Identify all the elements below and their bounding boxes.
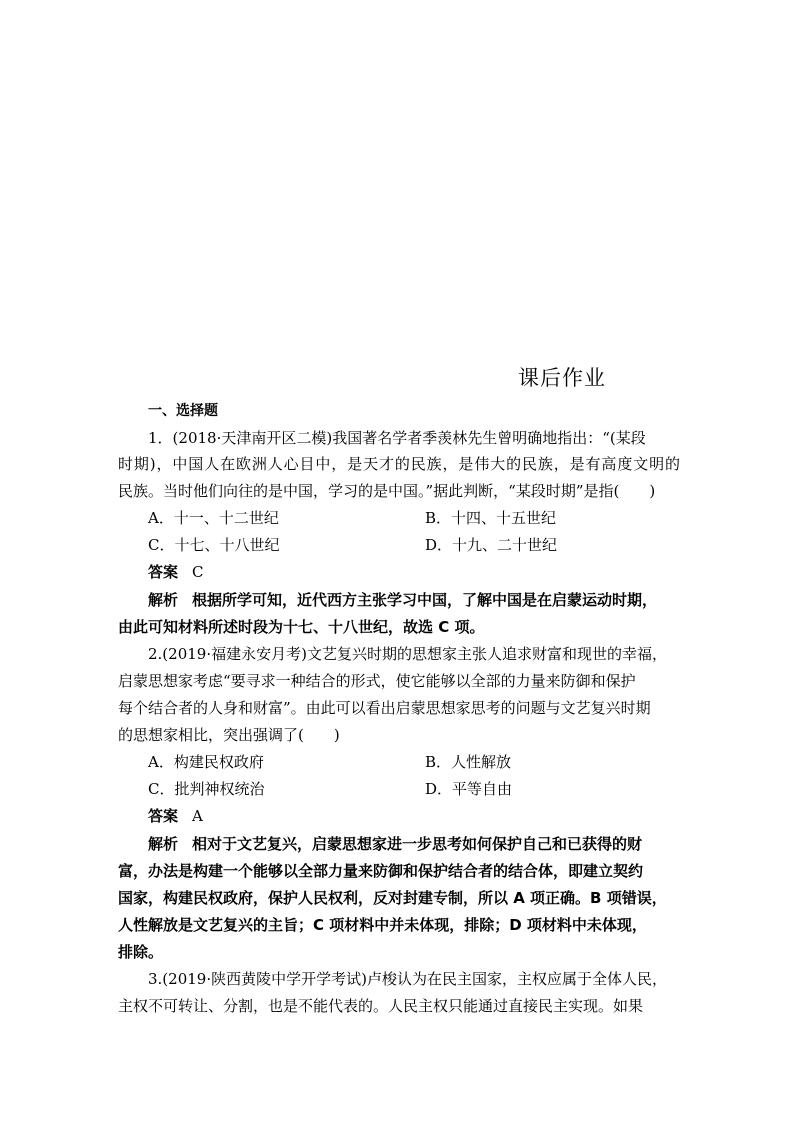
question-1-option-d: D．十九、二十世纪 (425, 536, 558, 554)
question-2-answer (148, 806, 203, 826)
question-2-analysis-line-5: 排除。 (118, 943, 164, 961)
question-2-analysis-line-3: 国家，构建民权政府，保护人民权利，反对封建专制，所以 A 项正确。B 项错误， (118, 889, 667, 907)
question-1-option-b: B．十四、十五世纪 (425, 509, 557, 527)
question-1-option-a: A．十一、十二世纪 (148, 509, 279, 527)
question-2-analysis-line-2: 富，办法是构建一个能够以全部力量来防御和保护结合者的结合体，即建立契约 (118, 862, 644, 880)
question-1-line-2: 时期)，中国人在欧洲人心目中，是天才的民族，是伟大的民族，是有高度文明的 (118, 455, 680, 473)
question-1-analysis-line-1 (148, 590, 657, 610)
question-2-analysis-line-1 (148, 834, 642, 854)
question-1-line-3: 民族。当时他们向往的是中国，学习的是中国。”据此判断，“某段时期”是指( ) (118, 482, 656, 500)
question-1-answer (148, 562, 204, 582)
question-3-line-1: 3.(2019·陕西黄陵中学开学考试)卢梭认为在民主国家，主权应属于全体人民， (148, 970, 667, 988)
question-1-option-c: C．十七、十八世纪 (148, 536, 280, 554)
section-heading: 一、选择题 (148, 403, 218, 419)
question-2-option-c: C．批判神权统治 (148, 780, 265, 798)
question-2-option-d: D．平等自由 (425, 780, 513, 798)
question-1-analysis-line-2: 由此可知材料所述时段为十七、十八世纪，故选 C 项。 (118, 618, 485, 636)
question-2-line-4: 的思想家相比，突出强调了( ) (118, 726, 340, 744)
question-2-option-b: B．人性解放 (425, 753, 512, 771)
analysis-label: 解析 (148, 835, 179, 853)
answer-value: C (192, 563, 204, 581)
question-2-line-2: 启蒙思想家考虑“要寻求一种结合的形式，使它能够以全部的力量来防御和保护 (118, 672, 636, 690)
analysis-text: 根据所学可知，近代西方主张学习中国，了解中国是在启蒙运动时期， (192, 591, 658, 609)
analysis-label: 解析 (148, 591, 179, 609)
question-2-line-1: 2.(2019·福建永安月考)文艺复兴时期的思想家主张人追求财富和现世的幸福， (148, 645, 667, 663)
question-2-analysis-line-4: 人性解放是文艺复兴的主旨；C 项材料中并未体现，排除；D 项材料中未体现， (118, 916, 647, 934)
question-3-line-2: 主权不可转让、分割，也是不能代表的。人民主权只能通过直接民主实现。如果 (118, 997, 644, 1015)
answer-label: 答案 (148, 563, 179, 581)
answer-label: 答案 (148, 807, 179, 825)
question-1-line-1: 1．(2018·天津南开区二模)我国著名学者季羡林先生曾明确地指出：“(某段 (148, 429, 646, 447)
question-2-option-a: A．构建民权政府 (148, 753, 264, 771)
question-2-line-3: 每个结合者的人身和财富”。由此可以看出启蒙思想家思考的问题与文艺复兴时期 (118, 699, 651, 717)
answer-value: A (192, 807, 203, 825)
analysis-text: 相对于文艺复兴，启蒙思想家进一步思考如何保护自己和已获得的财 (192, 835, 643, 853)
page-title: 课后作业 (518, 366, 606, 390)
